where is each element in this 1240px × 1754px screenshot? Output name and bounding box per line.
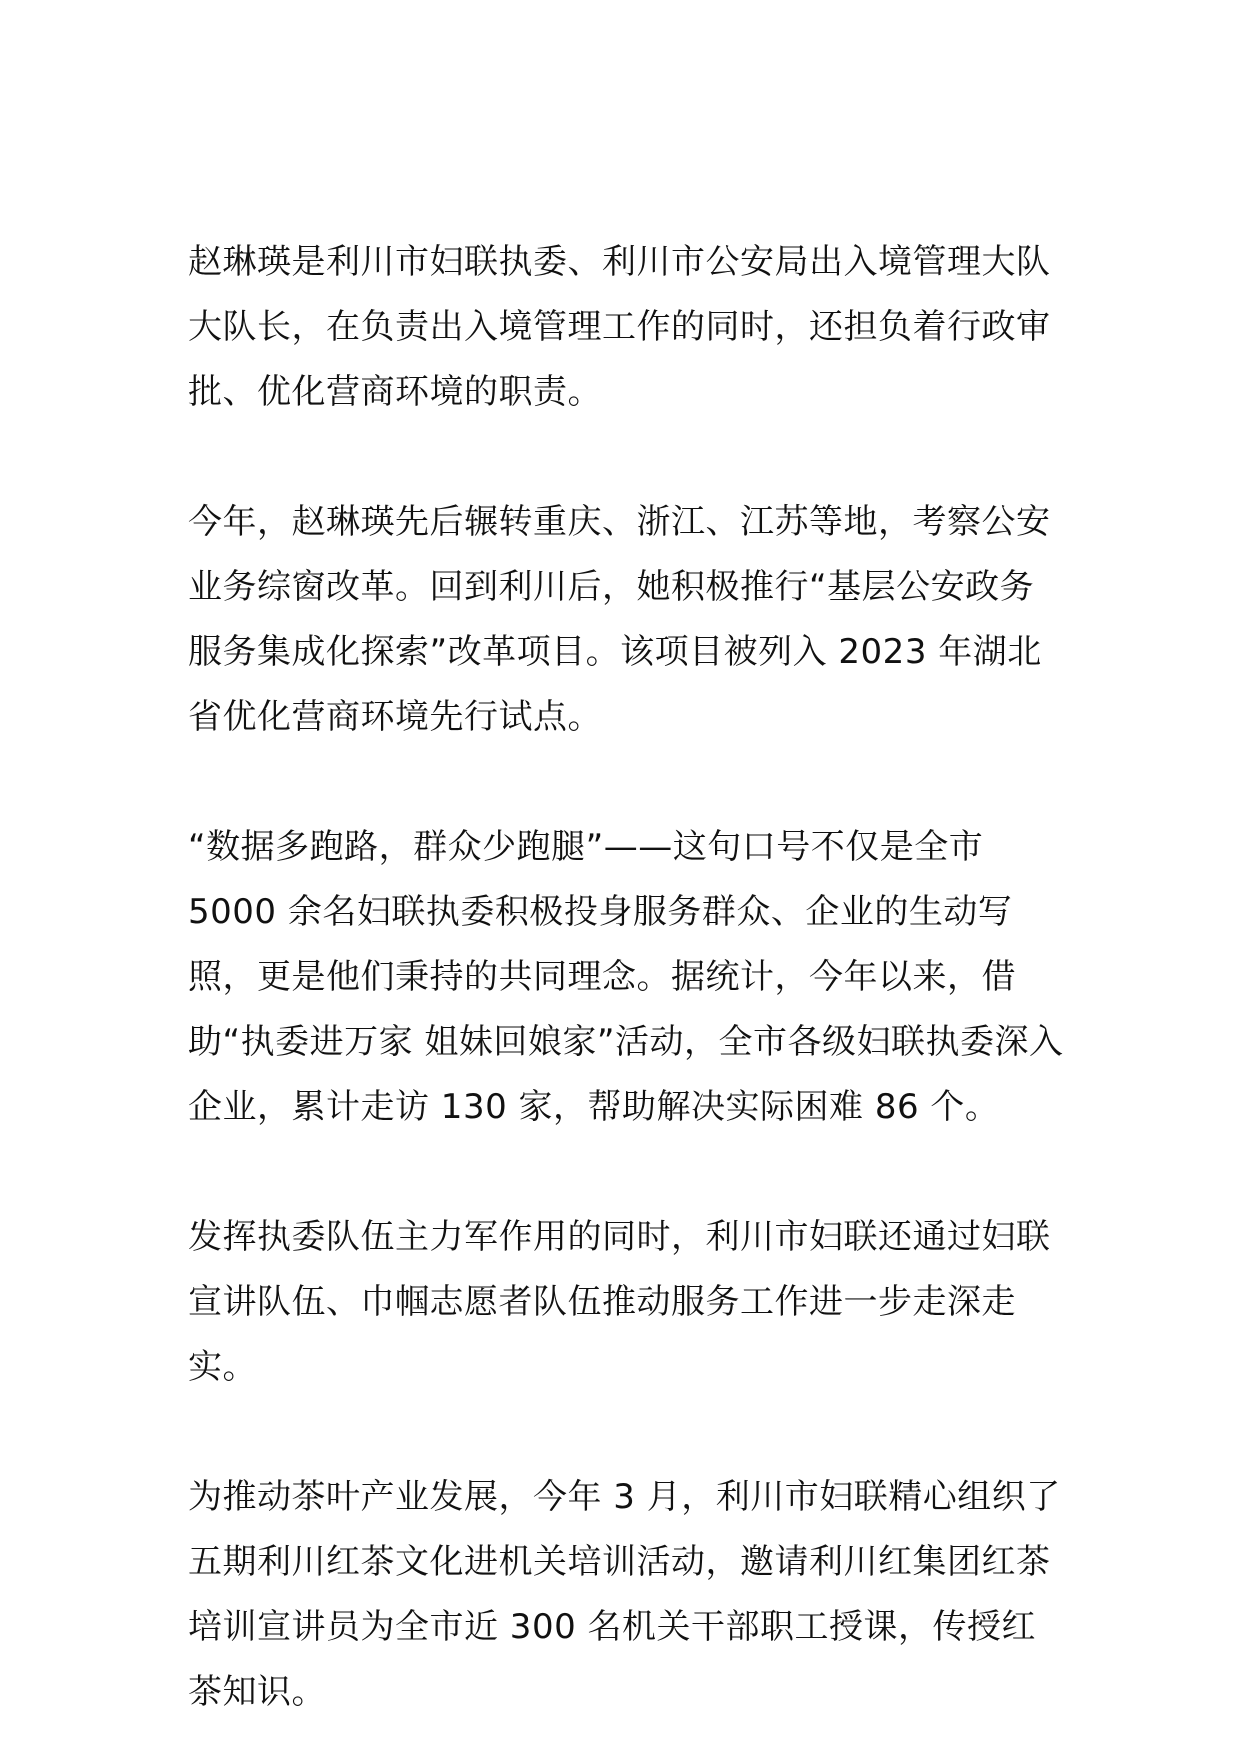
paragraph-5: 为推动茶叶产业发展，今年 3 月，利川市妇联精心组织了五期利川红茶文化进机关培训活动，邀请利川红集团红茶培训宣讲员为全市近 300 名机关干部职工授课，传授红茶知识。 <box>188 1477 1061 1712</box>
paragraph-2: 今年，赵琳瑛先后辗转重庆、浙江、江苏等地，考察公安业务综窗改革。回到利川后，她积极推行“基层公安政务服务集成化探索”改革项目。该项目被列入 2023 年湖北省优化营商环境先行试点。 <box>188 502 1051 737</box>
paragraph-4: 发挥执委队伍主力军作用的同时，利川市妇联还通过妇联宣讲队伍、巾帼志愿者队伍推动服务工作进一步走深走实。 <box>188 1217 1051 1387</box>
article-body <box>188 230 1068 1725</box>
paragraph-1: 赵琳瑛是利川市妇联执委、利川市公安局出入境管理大队大队长，在负责出入境管理工作的同时，还担负着行政审批、优化营商环境的职责。 <box>188 242 1051 412</box>
paragraph-3: “数据多跑路，群众少跑腿”——这句口号不仅是全市 5000 余名妇联执委积极投身服务群众、企业的生动写照，更是他们秉持的共同理念。据统计，今年以来，借助“执委进万家 姐妹回娘家”活动，全市各级妇联执委深入企业，累计走访 130 家，帮助解决实际困难 86 个。 <box>188 827 1064 1127</box>
